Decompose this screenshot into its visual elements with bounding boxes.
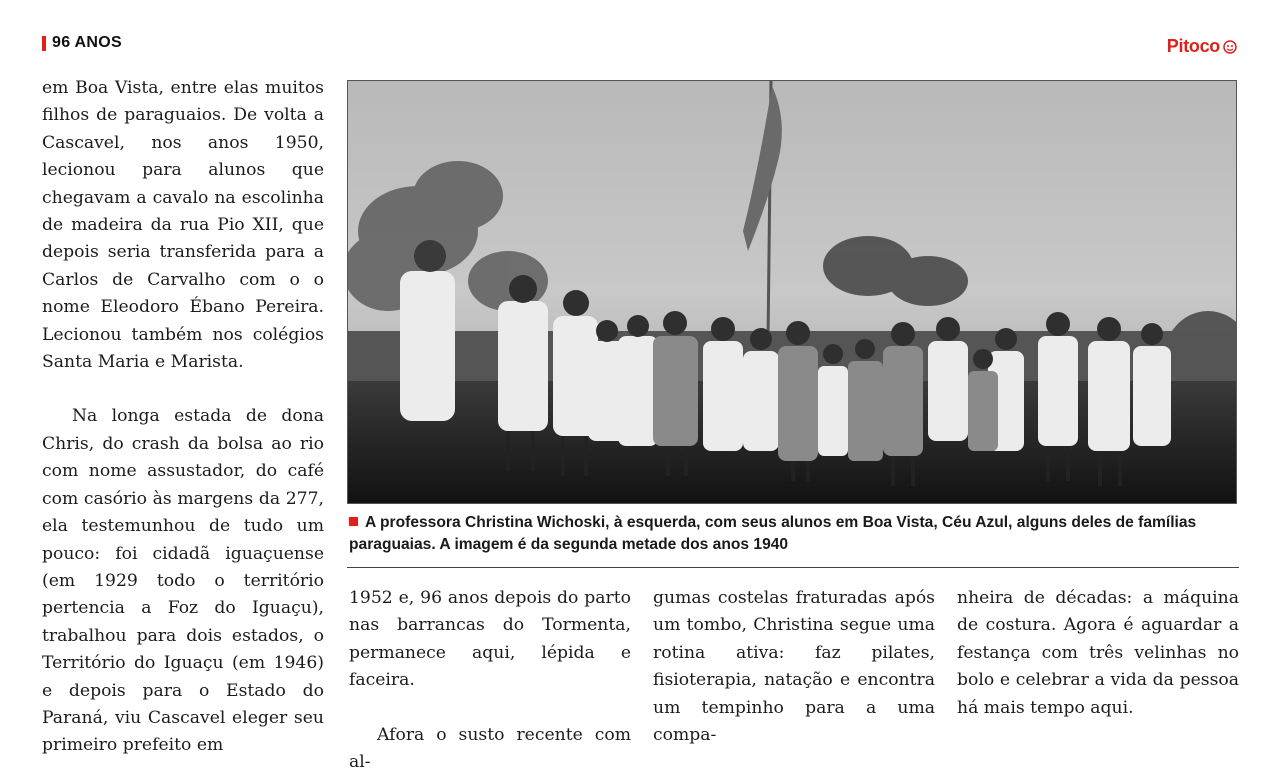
caption-marker — [349, 517, 358, 526]
historical-photo — [347, 80, 1237, 504]
mascot-icon — [1222, 39, 1238, 55]
photo-illustration — [348, 81, 1237, 504]
body-paragraph: Na longa estada de dona Chris, do crash da bolsa ao rio com nome assustador, do café com casório às margens da 277, ela testemunhou de tudo um pouco: foi cidadã iguaçuense (em 1929 todo o território pertencia a Foz do Iguaçu), trabalhou para dois estados, o Território do Iguaçu (em 1946) e depois para o Estado do Paraná, viu Cascavel eleger seu primeiro prefeito em — [42, 406, 324, 756]
bottom-text-column-2 — [653, 585, 935, 749]
bottom-text-column-3 — [957, 585, 1239, 722]
body-paragraph: Afora o susto recente com al- — [349, 724, 631, 773]
body-paragraph: 1952 e, 96 anos depois do parto nas barrancas do Tormenta, permanece aqui, lépida e faceira. — [349, 588, 631, 691]
section-header — [42, 34, 122, 52]
brand-logo — [1167, 36, 1238, 57]
body-paragraph: em Boa Vista, entre elas muitos filhos de paraguaios. De volta a Cascavel, nos anos 1950, lecionou para alunos que chegavam a cavalo na escolinha de madeira da rua Pio XII, que depois seria transferida para a Carlos de Carvalho com o o nome Eleodoro Ébano Pereira. Lecionou também nos colégios Santa Maria e Marista. — [42, 78, 324, 373]
left-text-column — [42, 75, 324, 760]
section-title: 96 ANOS — [52, 34, 122, 51]
body-paragraph: nheira de décadas: a máquina de costura. Agora é aguardar a festança com três velinhas no bolo e celebrar a vida da pessoa há mais tempo aqui. — [957, 588, 1239, 718]
section-marker — [42, 36, 46, 51]
bottom-text-column-1 — [349, 585, 631, 776]
caption-text: A professora Christina Wichoski, à esquerda, com seus alunos em Boa Vista, Céu Azul, alguns deles de famílias paraguaias. A imagem é da segunda metade dos anos 1940 — [349, 514, 1197, 553]
body-paragraph: gumas costelas fraturadas após um tombo, Christina segue uma rotina ativa: faz pilates, fisioterapia, natação e encontra um tempinho para a uma compa- — [653, 588, 935, 746]
caption-divider — [347, 567, 1239, 568]
brand-name: Pitoco — [1166, 36, 1220, 56]
photo-caption — [349, 512, 1239, 556]
